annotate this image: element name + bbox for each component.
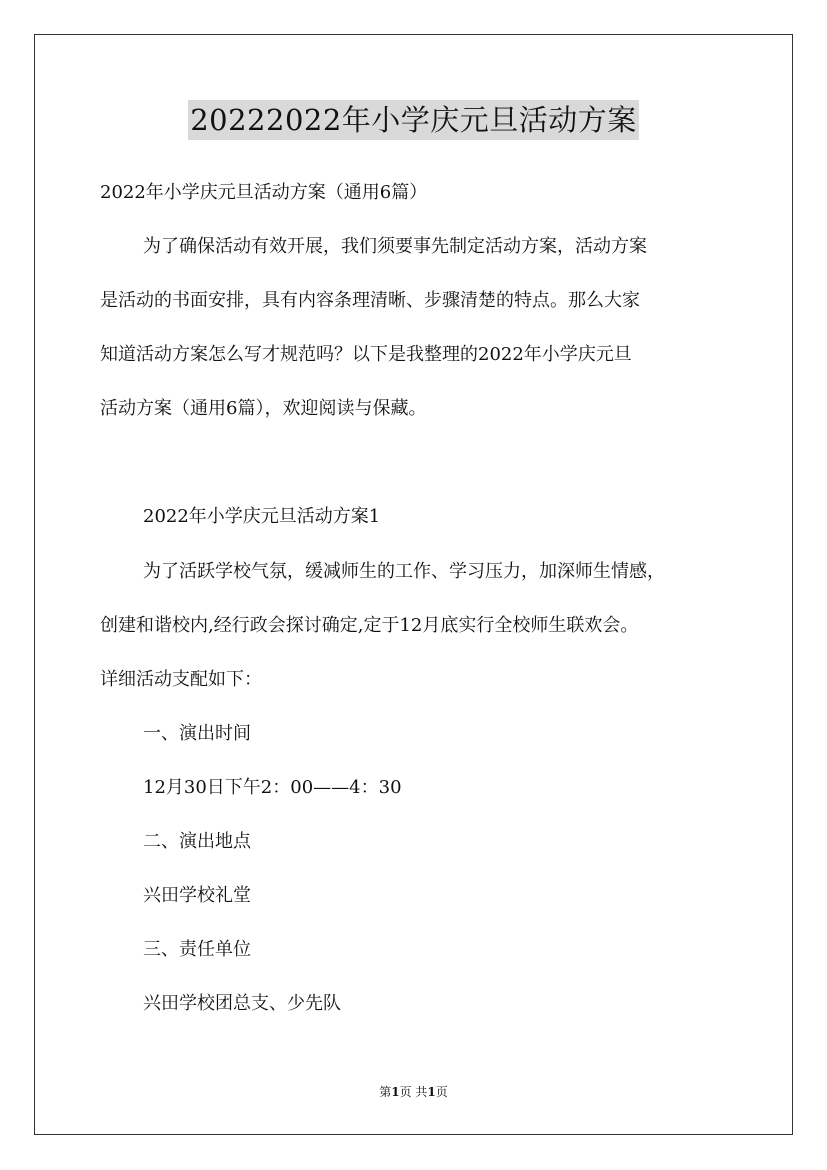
item-value-location: 兴田学校礼堂 xyxy=(143,885,251,906)
footer-prefix: 第 xyxy=(379,1085,392,1099)
item-value-time: 12月30日下午2：00——4：30 xyxy=(143,777,402,798)
item-heading-responsible: 三、责任单位 xyxy=(143,939,251,960)
page-footer xyxy=(0,1084,827,1100)
document-title: 20222022年小学庆元旦活动方案 xyxy=(188,100,639,140)
footer-page-number: 1 xyxy=(391,1085,400,1099)
body-line-2: 创建和谐校内,经行政会探讨确定,定于12月底实行全校师生联欢会。 xyxy=(100,615,639,636)
intro-line-1: 为了确保活动有效开展，我们须要事先制定活动方案，活动方案 xyxy=(143,236,647,257)
item-heading-time: 一、演出时间 xyxy=(143,723,251,744)
intro-line-4: 活动方案（通用6篇），欢迎阅读与保藏。 xyxy=(100,398,427,419)
footer-total-pages: 1 xyxy=(427,1085,436,1099)
intro-line-2: 是活动的书面安排，具有内容条理清晰、步骤清楚的特点。那么大家 xyxy=(100,290,640,311)
footer-suffix: 页 xyxy=(435,1085,448,1099)
item-heading-location: 二、演出地点 xyxy=(143,831,251,852)
body-line-1: 为了活跃学校气氛，缓减师生的工作、学习压力，加深师生情感， xyxy=(143,561,665,582)
document-subtitle: 2022年小学庆元旦活动方案（通用6篇） xyxy=(100,182,428,203)
section-heading: 2022年小学庆元旦活动方案1 xyxy=(143,506,381,527)
title-container xyxy=(0,100,827,140)
item-value-responsible: 兴田学校团总支、少先队 xyxy=(143,993,341,1014)
intro-line-3: 知道活动方案怎么写才规范吗？以下是我整理的2022年小学庆元旦 xyxy=(100,344,632,365)
footer-mid: 页 共 xyxy=(399,1085,428,1099)
body-line-3: 详细活动支配如下： xyxy=(100,669,262,690)
